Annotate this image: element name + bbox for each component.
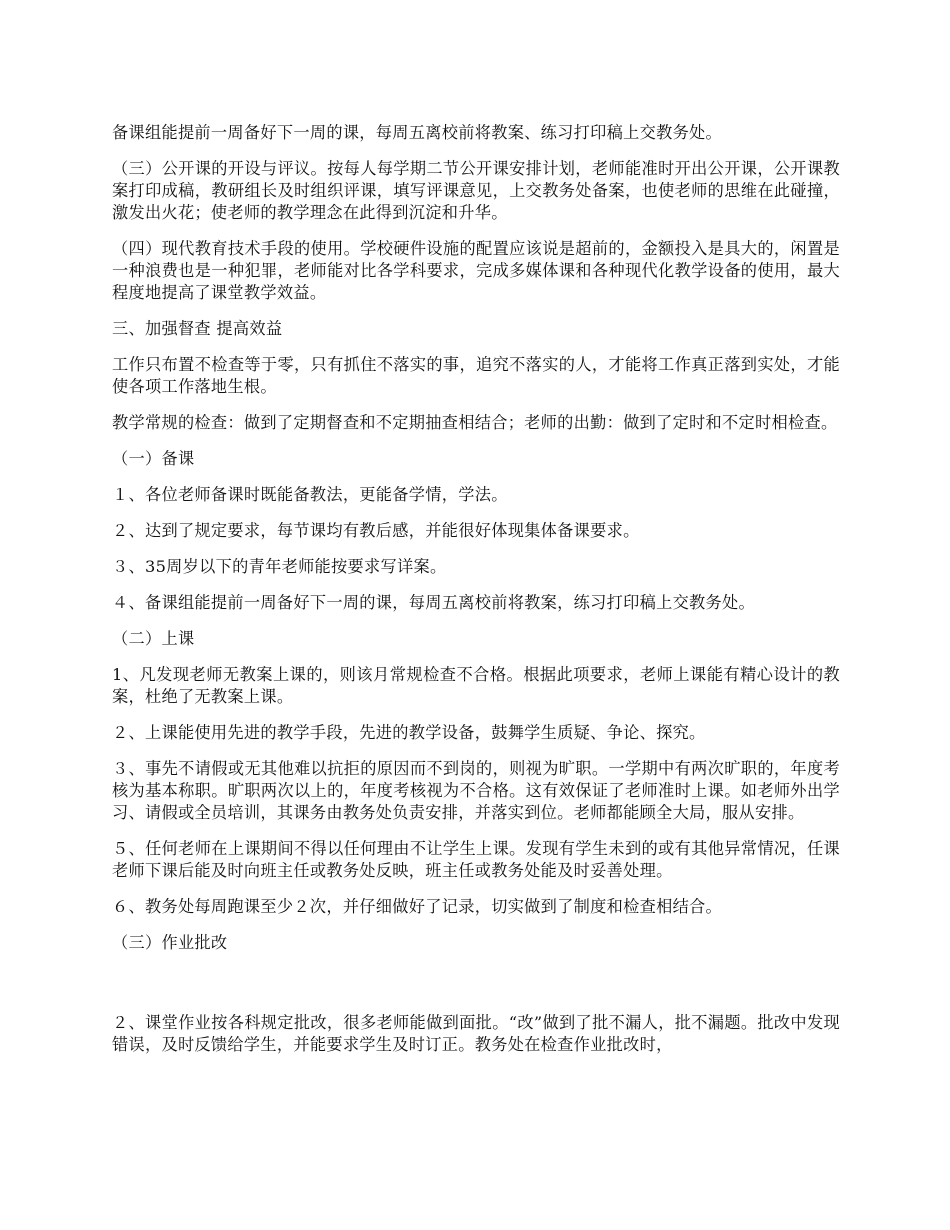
list-item: ５、任何老师在上课期间不得以任何理由不让学生上课。发现有学生未到的或有其他异常情况，任课老师下课后能及时向班主任或教务处反映，班主任或教务处能及时妥善处理。 bbox=[112, 839, 840, 880]
paragraph: 备课组能提前一周备好下一周的课，每周五离校前将教案、练习打印稿上交教务处。 bbox=[112, 123, 723, 142]
section-heading: 三、加强督查 提高效益 bbox=[112, 319, 283, 338]
paragraph: （四）现代教育技术手段的使用。学校硬件设施的配置应该说是超前的，金额投入是具大的，闲置是一种浪费也是一种犯罪，老师能对比各学科要求，完成多媒体课和各种现代化教学设备的使用，最大程度地提高了课堂教学效益。 bbox=[112, 239, 840, 302]
list-item: ４、备课组能提前一周备好下一周的课，每周五离校前将教案，练习打印稿上交教务处。 bbox=[112, 593, 756, 612]
paragraph: （三）公开课的开设与评议。按每人每学期二节公开课安排计划，老师能准时开出公开课，公开课教案打印成稿，教研组长及时组织评课，填写评课意见，上交教务处备案，也使老师的思维在此碰撞，激发出火花；使老师的教学理念在此得到沉淀和升华。 bbox=[112, 159, 840, 222]
list-item: ２、上课能使用先进的教学手段，先进的教学设备，鼓舞学生质疑、争论、探究。 bbox=[112, 723, 706, 742]
list-item: ３、事先不请假或无其他难以抗拒的原因而不到岗的，则视为旷职。一学期中有两次旷职的，年度考核为基本称职。旷职两次以上的，年度考核视为不合格。这有效保证了老师准时上课。如老师外出学习、请假或全员培训，其课务由教务处负责安排，并落实到位。老师都能顾全大局，服从安排。 bbox=[112, 759, 840, 822]
blank-space bbox=[112, 968, 840, 1012]
subsection-heading: （一）备课 bbox=[112, 449, 195, 468]
paragraph: 工作只布置不检查等于零，只有抓住不落实的事，追究不落实的人，才能将工作真正落到实处，才能使各项工作落地生根。 bbox=[112, 355, 840, 396]
list-item: １、各位老师备课时既能备教法，更能备学情，学法。 bbox=[112, 485, 508, 504]
list-item: ２、达到了规定要求，每节课均有教后感，并能很好体现集体备课要求。 bbox=[112, 521, 640, 540]
list-item: ６、教务处每周跑课至少２次，并仔细做好了记录，切实做到了制度和检查相结合。 bbox=[112, 897, 723, 916]
subsection-heading: （三）作业批改 bbox=[112, 933, 228, 952]
document-page bbox=[112, 122, 840, 1070]
list-item: ２、课堂作业按各科规定批改，很多老师能做到面批。“改”做到了批不漏人，批不漏题。批改中发现错误，及时反馈给学生，并能要求学生及时订正。教务处在检查作业批改时， bbox=[112, 1013, 840, 1054]
subsection-heading: （二）上课 bbox=[112, 629, 195, 648]
list-item: 1、凡发现老师无教案上课的，则该月常规检查不合格。根据此项要求，老师上课能有精心设计的教案，杜绝了无教案上课。 bbox=[112, 665, 840, 706]
list-item: ３、35周岁以下的青年老师能按要求写详案。 bbox=[112, 557, 447, 576]
paragraph: 教学常规的检查：做到了定期督查和不定期抽查相结合；老师的出勤：做到了定时和不定时相检查。 bbox=[112, 413, 838, 432]
